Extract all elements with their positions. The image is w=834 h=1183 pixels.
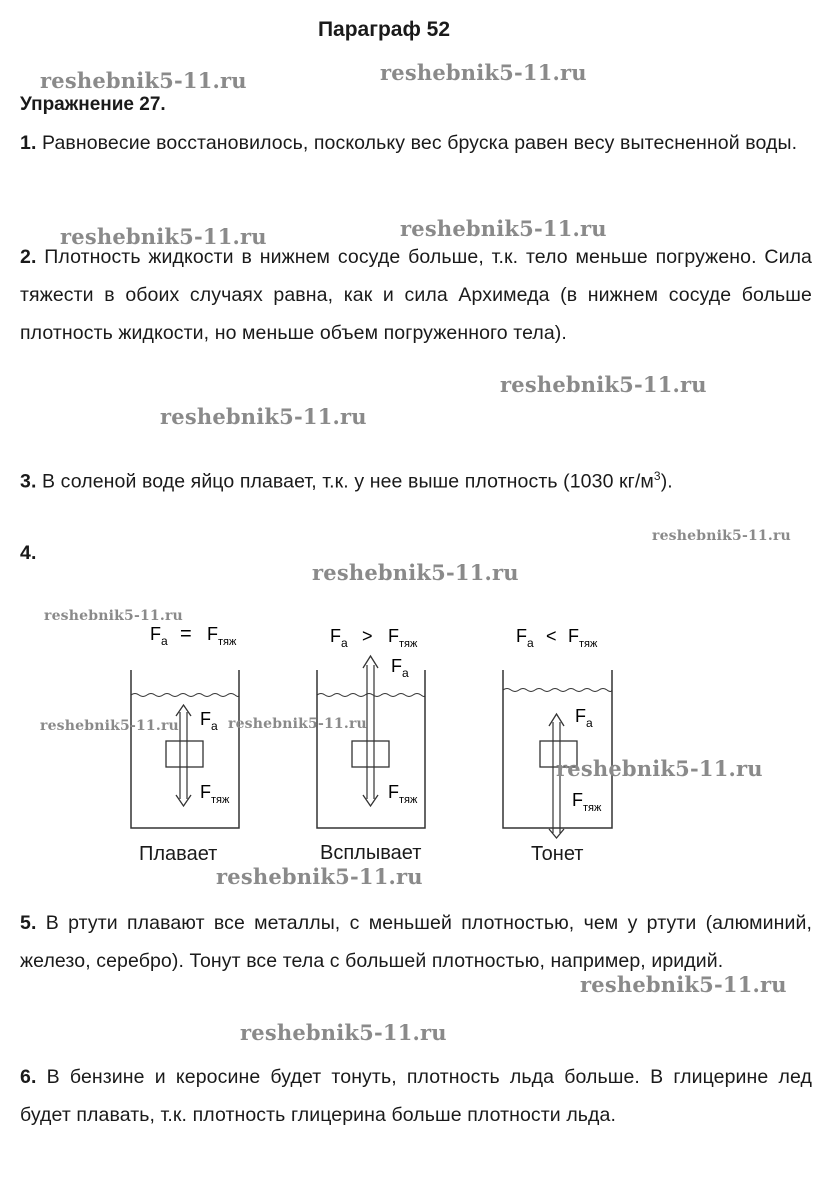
watermark: reshebnik5-11.ru (160, 404, 367, 429)
caption-floats: Плавает (139, 843, 218, 865)
watermark: reshebnik5-11.ru (580, 972, 787, 997)
force-label: $F_a$ (516, 626, 534, 650)
body-block (166, 741, 203, 767)
force-label: $F_a$ (391, 656, 409, 680)
water-surface (503, 689, 612, 692)
vessel-sinks (503, 626, 612, 838)
force-label: $F_a$ (575, 706, 593, 730)
force-label: $F_{тяж}$ (207, 624, 237, 648)
watermark: reshebnik5-11.ru (40, 718, 179, 734)
watermark: reshebnik5-11.ru (60, 224, 267, 249)
exercise-heading: Упражнение 27. (20, 94, 166, 115)
watermark: reshebnik5-11.ru (228, 716, 367, 732)
watermark: reshebnik5-11.ru (556, 756, 763, 781)
watermark: reshebnik5-11.ru (40, 68, 247, 93)
answer-number: 3. (20, 470, 37, 493)
arrow-up (363, 656, 378, 668)
answer-text: В ртути плавают все металлы, с меньшей плотностью, чем у ртути (алюминий, железо, серебро). Тонут все тела с большей плотностью, например, иридий. (20, 912, 812, 972)
water-surface (131, 694, 239, 697)
answer-text: Равновесие восстановилось, поскольку вес бруска равен весу вытесненной воды. (42, 132, 798, 154)
arrow-down (176, 795, 191, 806)
body-block (352, 741, 389, 767)
answer-number: 2. (20, 246, 37, 268)
answer-number: 1. (20, 132, 37, 154)
superscript: 3 (653, 469, 661, 483)
watermark: reshebnik5-11.ru (380, 60, 587, 85)
arrow-up (549, 714, 564, 726)
relation-sign: = (180, 623, 192, 645)
force-label: $F_a$ (150, 624, 168, 648)
page-title: Параграф 52 (317, 18, 451, 41)
answer-2 (20, 238, 812, 352)
watermark: reshebnik5-11.ru (500, 372, 707, 397)
answer-number: 6. (20, 1066, 37, 1088)
caption-surfaces: Всплывает (320, 842, 422, 864)
caption-sinks: Тонет (531, 843, 584, 865)
answer-1 (20, 124, 812, 162)
answer-text: В соленой воде яйцо плавает, т.к. у нее выше плотность (1030 кг/м (42, 470, 654, 493)
water-surface (317, 694, 425, 697)
answer-number: 4. (20, 542, 37, 564)
force-label: $F_{тяж}$ (200, 782, 230, 806)
answer-tail: ). (660, 470, 673, 493)
force-label: $F_{тяж}$ (572, 790, 602, 814)
watermark: reshebnik5-11.ru (652, 528, 791, 544)
force-label: $F_{тяж}$ (568, 626, 598, 650)
watermark: reshebnik5-11.ru (400, 216, 607, 241)
relation-sign: < (546, 626, 557, 646)
arrow-up (176, 705, 191, 716)
force-label: $F_a$ (200, 709, 218, 733)
arrow-down (549, 829, 564, 838)
answer-6 (20, 1058, 812, 1134)
force-label: $F_a$ (330, 626, 348, 650)
force-label: $F_{тяж}$ (388, 782, 418, 806)
watermark: reshebnik5-11.ru (312, 560, 519, 585)
answer-number: 5. (20, 912, 37, 934)
watermark: reshebnik5-11.ru (240, 1020, 447, 1045)
watermark: reshebnik5-11.ru (216, 864, 423, 889)
answer-text: Плотность жидкости в нижнем сосуде больше, т.к. тело меньше погружено. Сила тяжести в обоих случаях равна, как и сила Архимеда (в нижнем сосуде больше плотность жидкости, но меньше объем погруженного тела). (20, 246, 812, 344)
force-label: $F_{тяж}$ (388, 626, 418, 650)
answer-5 (20, 904, 812, 980)
relation-sign: > (362, 626, 373, 646)
arrow-down (363, 795, 378, 806)
answer-text: В бензине и керосине будет тонуть, плотность льда больше. В глицерине лед будет плавать, т.к. плотность глицерина больше плотности льда. (20, 1066, 812, 1126)
answer-3 (20, 457, 812, 501)
watermark: reshebnik5-11.ru (44, 608, 183, 624)
